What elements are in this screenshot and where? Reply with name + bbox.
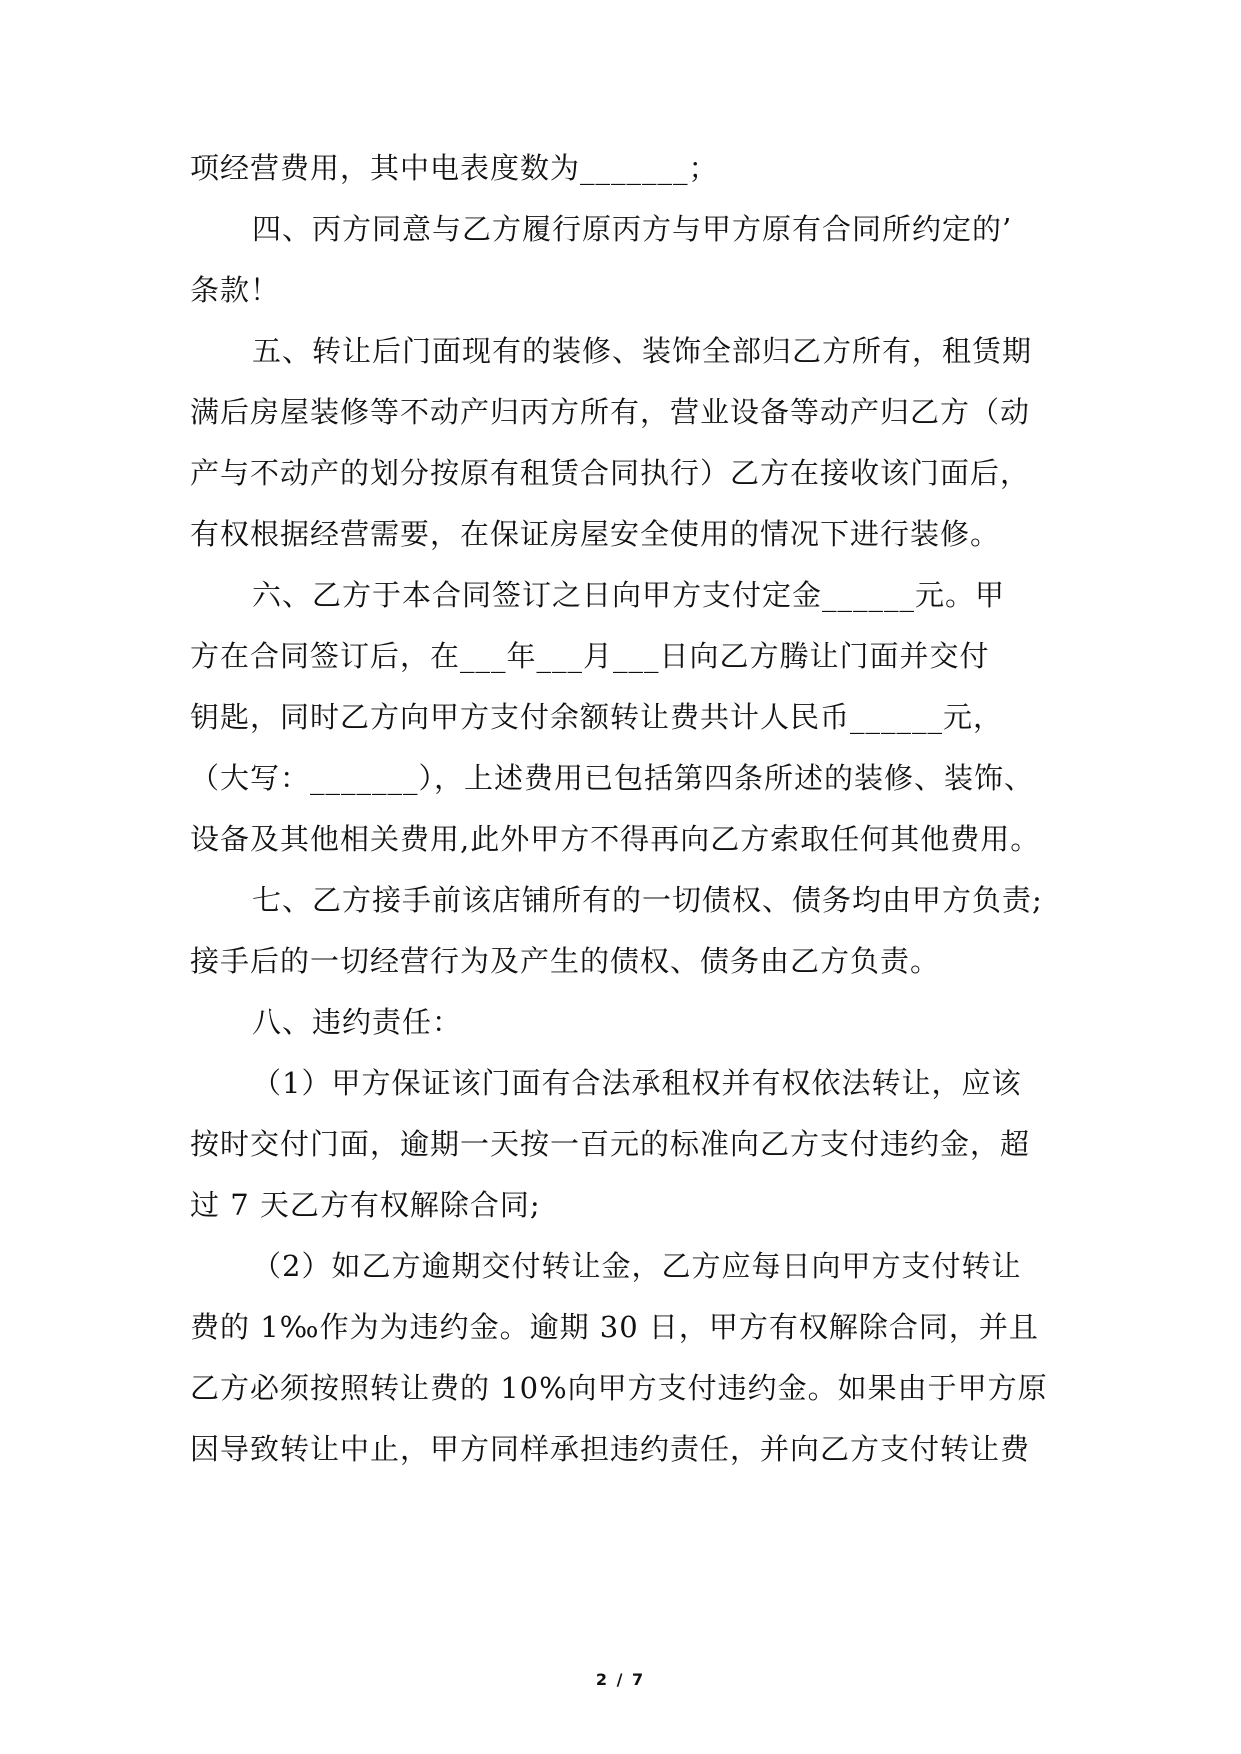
text-line: 过 7 天乙方有权解除合同; — [190, 1188, 541, 1222]
text-line: 五、转让后门面现有的装修、装饰全部归乙方所有，租赁期 — [252, 334, 1033, 368]
text-line: 项经营费用，其中电表度数为_______； — [190, 151, 719, 185]
text-line: 满后房屋装修等不动产归丙方所有，营业设备等动产归乙方（动 — [190, 395, 1031, 429]
text-line: （1）甲方保证该门面有合法承租权并有权依法转让，应该 — [252, 1066, 1022, 1100]
text-line: 六、乙方于本合同签订之日向甲方支付定金______元。甲 — [252, 578, 1006, 612]
text-line: 条款！ — [190, 273, 281, 307]
text-line: 有权根据经营需要，在保证房屋安全使用的情况下进行装修。 — [190, 517, 1001, 551]
text-line: 七、乙方接手前该店铺所有的一切债权、债务均由甲方负责; — [252, 883, 1043, 917]
text-line: 按时交付门面，逾期一天按一百元的标准向乙方支付违约金，超 — [190, 1127, 1031, 1161]
text-line: 钥匙，同时乙方向甲方支付余额转让费共计人民币______元， — [190, 700, 1004, 734]
text-line: 费的 1‰作为为违约金。逾期 30 日，甲方有权解除合同，并且 — [190, 1310, 1039, 1344]
text-line: （2）如乙方逾期交付转让金，乙方应每日向甲方支付转让 — [252, 1249, 1022, 1283]
text-line: 因导致转让中止，甲方同样承担违约责任，并向乙方支付转让费 — [190, 1432, 1031, 1466]
text-line: 产与不动产的划分按原有租赁合同执行）乙方在接收该门面后， — [190, 456, 1031, 490]
text-line: 方在合同签订后，在___年___月___日向乙方腾让门面并交付 — [190, 639, 990, 673]
text-line: 四、丙方同意与乙方履行原丙方与甲方原有合同所约定的’ — [252, 212, 1013, 246]
text-line: 乙方必须按照转让费的 10%向甲方支付违约金。如果由于甲方原 — [190, 1371, 1048, 1405]
page-number: 2 / 7 — [595, 1670, 646, 1689]
text-line: 八、违约责任： — [252, 1005, 463, 1039]
text-line: （大写：_______），上述费用已包括第四条所述的装修、装饰、 — [190, 761, 1035, 795]
text-line: 设备及其他相关费用,此外甲方不得再向乙方索取任何其他费用。 — [190, 822, 1041, 856]
text-line: 接手后的一切经营行为及产生的债权、债务由乙方负责。 — [190, 944, 941, 978]
